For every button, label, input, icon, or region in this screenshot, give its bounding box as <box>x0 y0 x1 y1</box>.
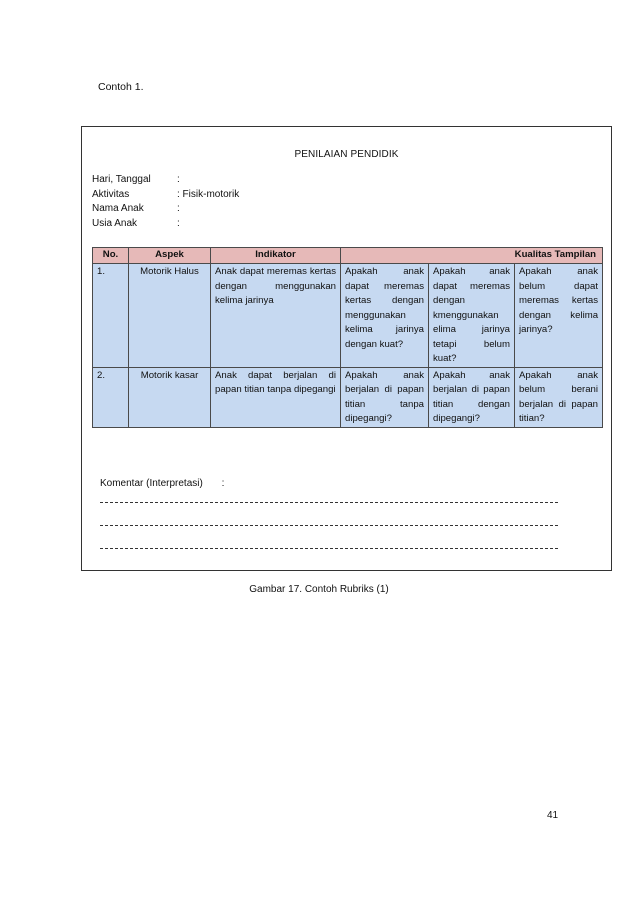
comment-line <box>100 525 558 526</box>
page-number: 41 <box>547 810 559 821</box>
table-row <box>93 264 603 368</box>
field-value: : <box>177 203 180 214</box>
field-aktivitas <box>92 188 239 203</box>
field-value: : <box>177 174 180 185</box>
cell-quality-2: Apakah anak dapat meremas dengan kmenggunakan elima jarinya tetapi belum kuat? <box>429 264 515 368</box>
field-label: Usia Anak <box>92 217 138 229</box>
cell-indikator: Anak dapat berjalan di papan titian tanpa dipegangi <box>211 367 341 427</box>
rubric-table <box>92 247 603 428</box>
form-title: PENILAIAN PENDIDIK <box>294 149 399 160</box>
field-label: Aktivitas <box>92 188 130 200</box>
form-fields <box>92 173 239 231</box>
comment-line <box>100 502 558 503</box>
field-usia-anak <box>92 217 239 232</box>
cell-no: 1. <box>93 264 129 368</box>
comment-colon: : <box>221 478 225 489</box>
field-label: Hari, Tanggal <box>92 174 151 185</box>
header-aspek: Aspek <box>129 248 211 264</box>
header-kualitas-tampilan: Kualitas Tampilan <box>341 248 603 264</box>
comment-label-row <box>100 478 224 489</box>
cell-indikator: Anak dapat meremas kertas dengan menggunakan kelima jarinya <box>211 264 341 368</box>
field-value: : <box>177 217 180 229</box>
field-value: : Fisik-motorik <box>177 188 240 200</box>
field-hari-tanggal <box>92 173 239 188</box>
cell-aspek: Motorik Halus <box>129 264 211 368</box>
header-indikator: Indikator <box>211 248 341 264</box>
figure-caption: Gambar 17. Contoh Rubriks (1) <box>249 584 389 595</box>
table-row <box>93 367 603 427</box>
cell-quality-3: Apakah anak belum dapat meremas kertas dengan kelima jarinya? <box>515 264 603 368</box>
assessment-form-frame <box>81 126 612 571</box>
cell-aspek: Motorik kasar <box>129 367 211 427</box>
cell-quality-1: Apakah anak berjalan di papan titian tanpa dipegangi? <box>341 367 429 427</box>
cell-quality-2: Apakah anak berjalan di papan titian dengan dipegangi? <box>429 367 515 427</box>
table-header-row <box>93 248 603 264</box>
comment-line <box>100 548 558 549</box>
field-label: Nama Anak <box>92 203 144 214</box>
comment-label: Komentar (Interpretasi) <box>100 478 203 489</box>
example-heading: Contoh 1. <box>98 81 144 93</box>
cell-no: 2. <box>93 367 129 427</box>
cell-quality-3: Apakah anak belum berani berjalan di papan titian? <box>515 367 603 427</box>
header-no: No. <box>93 248 129 264</box>
cell-quality-1: Apakah anak dapat meremas kertas dengan menggunakan kelima jarinya dengan kuat? <box>341 264 429 368</box>
field-nama-anak <box>92 202 239 217</box>
